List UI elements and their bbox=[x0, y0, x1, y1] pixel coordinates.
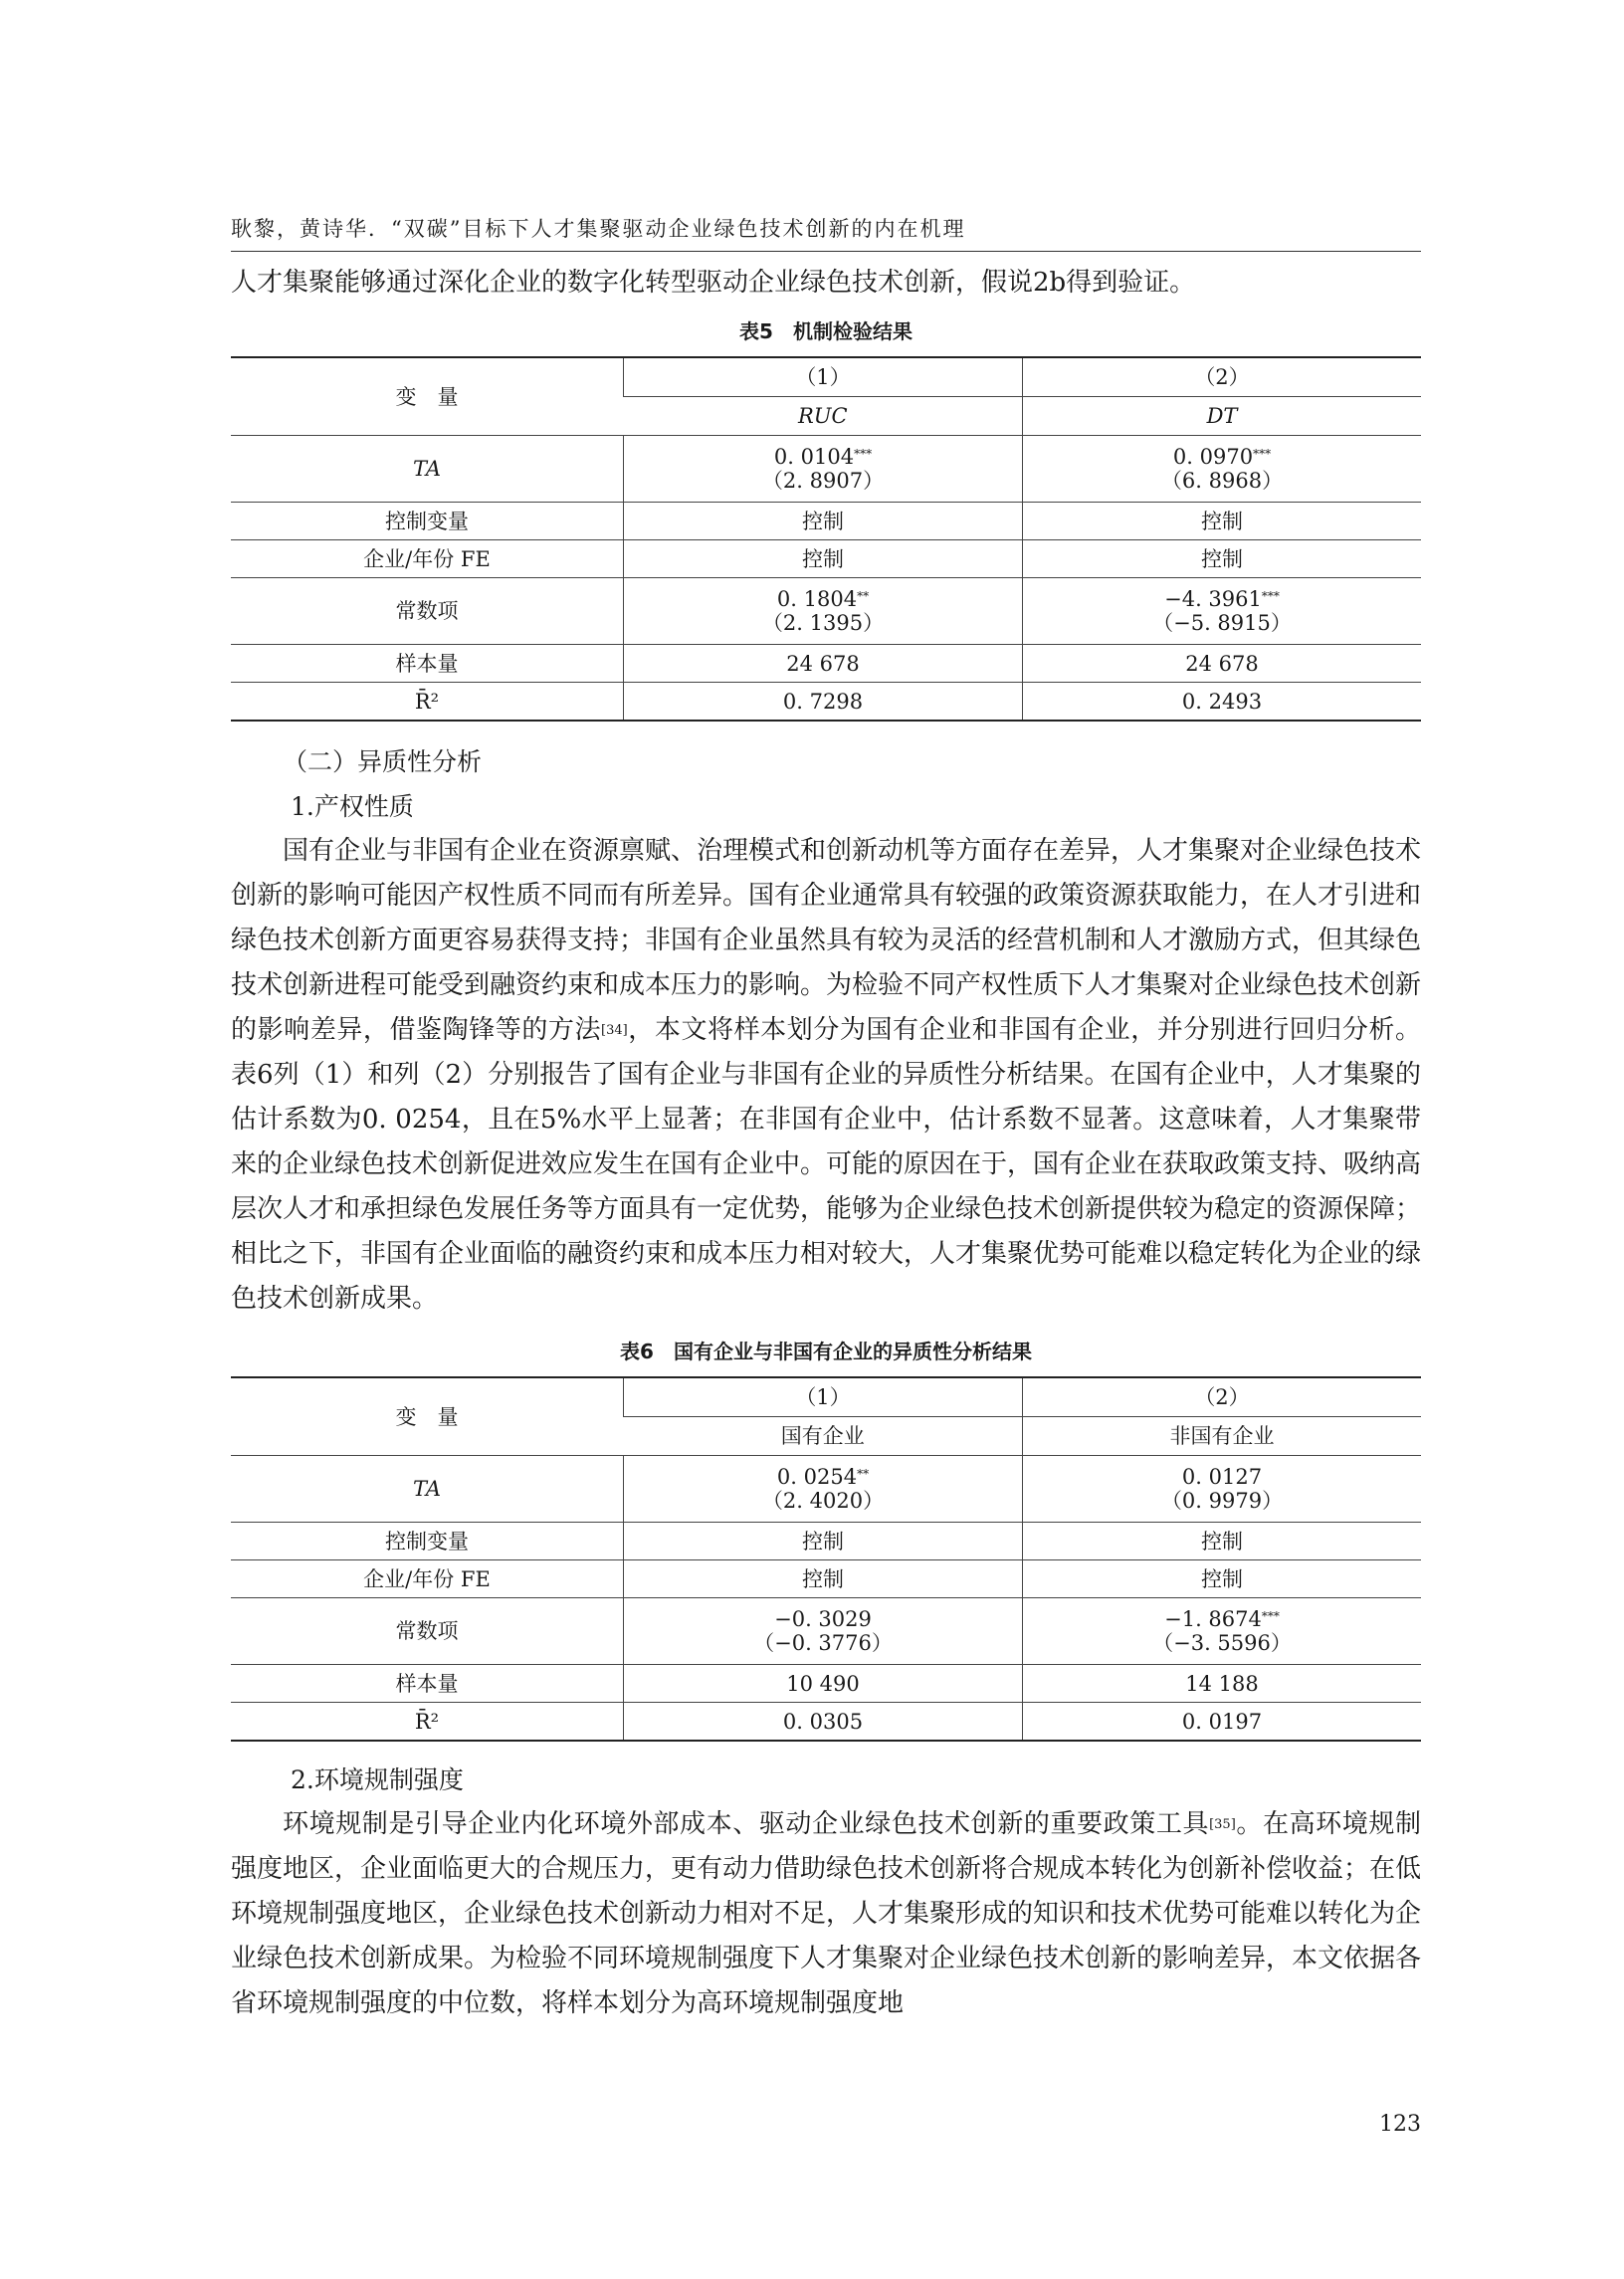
paragraph-regulation: 环境规制是引导企业内化环境外部成本、驱动企业绿色技术创新的重要政策工具[35]。在高环境规制强度地区，企业面临更大的合规压力，更有动力借助绿色技术创新将合规成本转化为创新补偿收益；在低环境规制强度地区，企业绿色技术创新动力相对不足，人才集聚形成的知识和技术优势可能难以转化为企业绿色技术创新成果。为检验不同环境规制强度下人才集聚对企业绿色技术创新的影响差异，本文依据各省环境规制强度的中位数，将样本划分为高环境规制强度地 bbox=[231, 1809, 1422, 2018]
table6-r2-label: R̄² bbox=[231, 1703, 624, 1742]
table6-caption: 表6 国有企业与非国有企业的异质性分析结果 bbox=[620, 1340, 1032, 1363]
table5-caption: 表5 机制检验结果 bbox=[739, 319, 913, 343]
table6-const-c1: −0. 3029 （−0. 3776） bbox=[624, 1598, 1023, 1665]
table5-r2-label: R̄² bbox=[231, 683, 624, 722]
table5-fe-c2: 控制 bbox=[1023, 540, 1422, 578]
section2-title: （二）异质性分析 bbox=[283, 747, 483, 776]
table5-ta-label: TA bbox=[231, 436, 624, 503]
running-head: 耿黎，黄诗华．“双碳”目标下人才集聚驱动企业绿色技术创新的内在机理 bbox=[231, 213, 1421, 252]
table5-const-c2: −4. 3961*** （−5. 8915） bbox=[1023, 578, 1422, 645]
table5-n-c2: 24 678 bbox=[1023, 645, 1422, 683]
table5-r2-c1: 0. 7298 bbox=[624, 683, 1023, 722]
table5-col2-name: DT bbox=[1023, 397, 1422, 436]
table6-ta-label: TA bbox=[231, 1456, 624, 1523]
table5-const-c1: 0. 1804** （2. 1395） bbox=[624, 578, 1023, 645]
table6-n-c1: 10 490 bbox=[624, 1665, 1023, 1703]
table5-ta-c1: 0. 0104*** （2. 8907） bbox=[624, 436, 1023, 503]
table5-control-c1: 控制 bbox=[624, 503, 1023, 540]
table5-fe-label: 企业/年份 FE bbox=[231, 540, 624, 578]
table6-ta-c2: 0. 0127 （0. 9979） bbox=[1023, 1456, 1422, 1523]
table6-col2-name: 非国有企业 bbox=[1023, 1417, 1422, 1456]
table6-n-label: 样本量 bbox=[231, 1665, 624, 1703]
table5-fe-c1: 控制 bbox=[624, 540, 1023, 578]
sub2-title: 2.环境规制强度 bbox=[291, 1765, 464, 1794]
table5-col2-num: （2） bbox=[1023, 357, 1422, 397]
table5-n-label: 样本量 bbox=[231, 645, 624, 683]
table6-r2-c2: 0. 0197 bbox=[1023, 1703, 1422, 1742]
table6 bbox=[231, 1376, 1421, 1742]
table5-col1-num: （1） bbox=[624, 357, 1023, 397]
page-number: 123 bbox=[1379, 2112, 1421, 2137]
intro-line: 人才集聚能够通过深化企业的数字化转型驱动企业绿色技术创新，假说2b得到验证。 bbox=[231, 268, 1196, 298]
table5-control-c2: 控制 bbox=[1023, 503, 1422, 540]
table6-control-label: 控制变量 bbox=[231, 1523, 624, 1560]
table6-fe-label: 企业/年份 FE bbox=[231, 1560, 624, 1598]
table5-ta-c2: 0. 0970*** （6. 8968） bbox=[1023, 436, 1422, 503]
table6-fe-c2: 控制 bbox=[1023, 1560, 1422, 1598]
table6-var-header: 变 量 bbox=[231, 1377, 624, 1456]
table6-ta-c1: 0. 0254** （2. 4020） bbox=[624, 1456, 1023, 1523]
table5-var-header: 变 量 bbox=[231, 357, 624, 436]
table6-col1-num: （1） bbox=[624, 1377, 1023, 1417]
body-content bbox=[231, 261, 1421, 2026]
table5-n-c1: 24 678 bbox=[624, 645, 1023, 683]
table6-col2-num: （2） bbox=[1023, 1377, 1422, 1417]
table6-control-c2: 控制 bbox=[1023, 1523, 1422, 1560]
paragraph-ownership: 国有企业与非国有企业在资源禀赋、治理模式和创新动机等方面存在差异，人才集聚对企业绿色技术创新的影响可能因产权性质不同而有所差异。国有企业通常具有较强的政策资源获取能力，在人才引进和绿色技术创新方面更容易获得支持；非国有企业虽然具有较为灵活的经营机制和人才激励方式，但其绿色技术创新进程可能受到融资约束和成本压力的影响。为检验不同产权性质下人才集聚对企业绿色技术创新的影响差异，借鉴陶锋等的方法[34]，本文将样本划分为国有企业和非国有企业，并分别进行回归分析。表6列（1）和列（2）分别报告了国有企业与非国有企业的异质性分析结果。在国有企业中，人才集聚的估计系数为0. 0254，且在5%水平上显著；在非国有企业中，估计系数不显著。这意味着，人才集聚带来的企业绿色技术创新促进效应发生在国有企业中。可能的原因在于，国有企业在获取政策支持、吸纳高层次人才和承担绿色发展任务等方面具有一定优势，能够为企业绿色技术创新提供较为稳定的资源保障；相比之下，非国有企业面临的融资约束和成本压力相对较大，人才集聚优势可能难以稳定转化为企业的绿色技术创新成果。 bbox=[231, 836, 1422, 1314]
table5 bbox=[231, 356, 1421, 722]
table5-control-label: 控制变量 bbox=[231, 503, 624, 540]
table5-const-label: 常数项 bbox=[231, 578, 624, 645]
table5-r2-c2: 0. 2493 bbox=[1023, 683, 1422, 722]
table5-col1-name: RUC bbox=[624, 397, 1023, 436]
sub1-title: 1.产权性质 bbox=[291, 792, 414, 821]
table6-const-label: 常数项 bbox=[231, 1598, 624, 1665]
table6-const-c2: −1. 8674*** （−3. 5596） bbox=[1023, 1598, 1422, 1665]
table6-col1-name: 国有企业 bbox=[624, 1417, 1023, 1456]
table6-n-c2: 14 188 bbox=[1023, 1665, 1422, 1703]
table6-control-c1: 控制 bbox=[624, 1523, 1023, 1560]
table6-fe-c1: 控制 bbox=[624, 1560, 1023, 1598]
table6-r2-c1: 0. 0305 bbox=[624, 1703, 1023, 1742]
